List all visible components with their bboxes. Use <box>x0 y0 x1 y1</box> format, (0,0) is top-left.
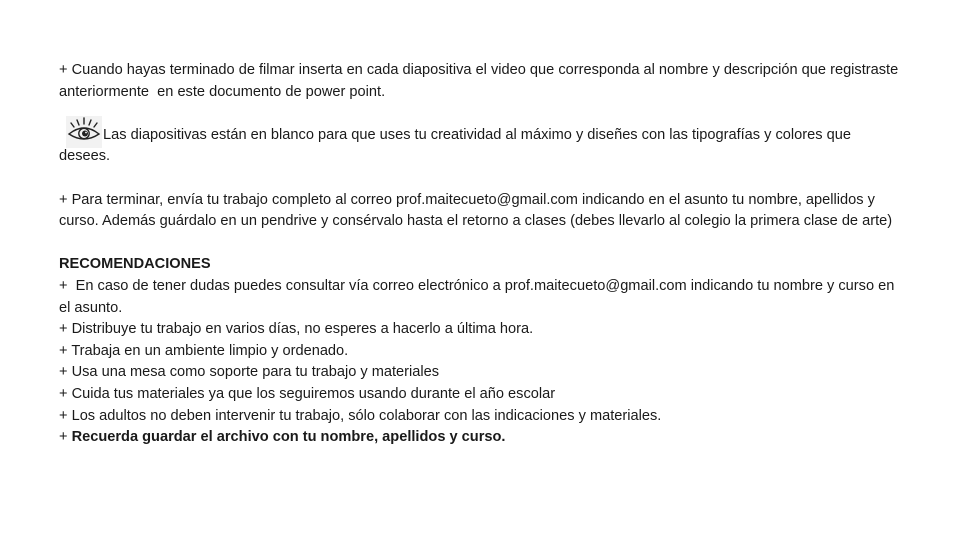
recommendation-item: + Los adultos no deben intervenir tu trabajo, sólo colaborar con las indicaciones y materiales. <box>59 407 662 424</box>
eye-icon <box>59 125 103 147</box>
recommendations-heading: RECOMENDACIONES <box>59 256 211 273</box>
recommendation-item: + Cuida tus materiales ya que los seguiremos usando durante el año escolar <box>59 385 556 402</box>
recommendation-item: + En caso de tener dudas puedes consultar vía correo electrónico a prof.maitecueto@gmail.com indicando tu nombre y curso en el asunto. <box>59 277 899 316</box>
slide-content <box>59 60 903 449</box>
spacer <box>59 168 899 190</box>
final-item-bold-text: Recuerda guardar el archivo con tu nombre, apellidos y curso. <box>71 429 506 446</box>
recommendation-item-final <box>59 427 899 449</box>
final-item-prefix: + <box>59 429 72 446</box>
instruction-paragraph-creativity <box>59 125 899 168</box>
creativity-text: Las diapositivas están en blanco para que uses tu creatividad al máximo y diseñes con las tipografías y colores que desees. <box>59 126 851 165</box>
spacer <box>59 233 899 255</box>
instruction-paragraph-video: + Cuando hayas terminado de filmar inserta en cada diapositiva el video que corresponda al nombre y descripción que registraste anteriormente en este documento de power point. <box>59 62 903 100</box>
recommendation-item: + Trabaja en un ambiente limpio y ordenado. <box>59 342 349 359</box>
spacer <box>59 103 899 125</box>
recommendations-section <box>59 254 899 448</box>
instruction-paragraph-submit: + Para terminar, envía tu trabajo completo al correo prof.maitecueto@gmail.com indicando en el asunto tu nombre, apellidos y curso. Además guárdalo en un pendrive y consérvalo hasta el retorno a clases (debes llevarlo al colegio la primera clase de arte) <box>59 191 893 230</box>
recommendation-item: + Distribuye tu trabajo en varios días, no esperes a hacerlo a última hora. <box>59 321 534 338</box>
recommendation-item: + Usa una mesa como soporte para tu trabajo y materiales <box>59 364 440 381</box>
